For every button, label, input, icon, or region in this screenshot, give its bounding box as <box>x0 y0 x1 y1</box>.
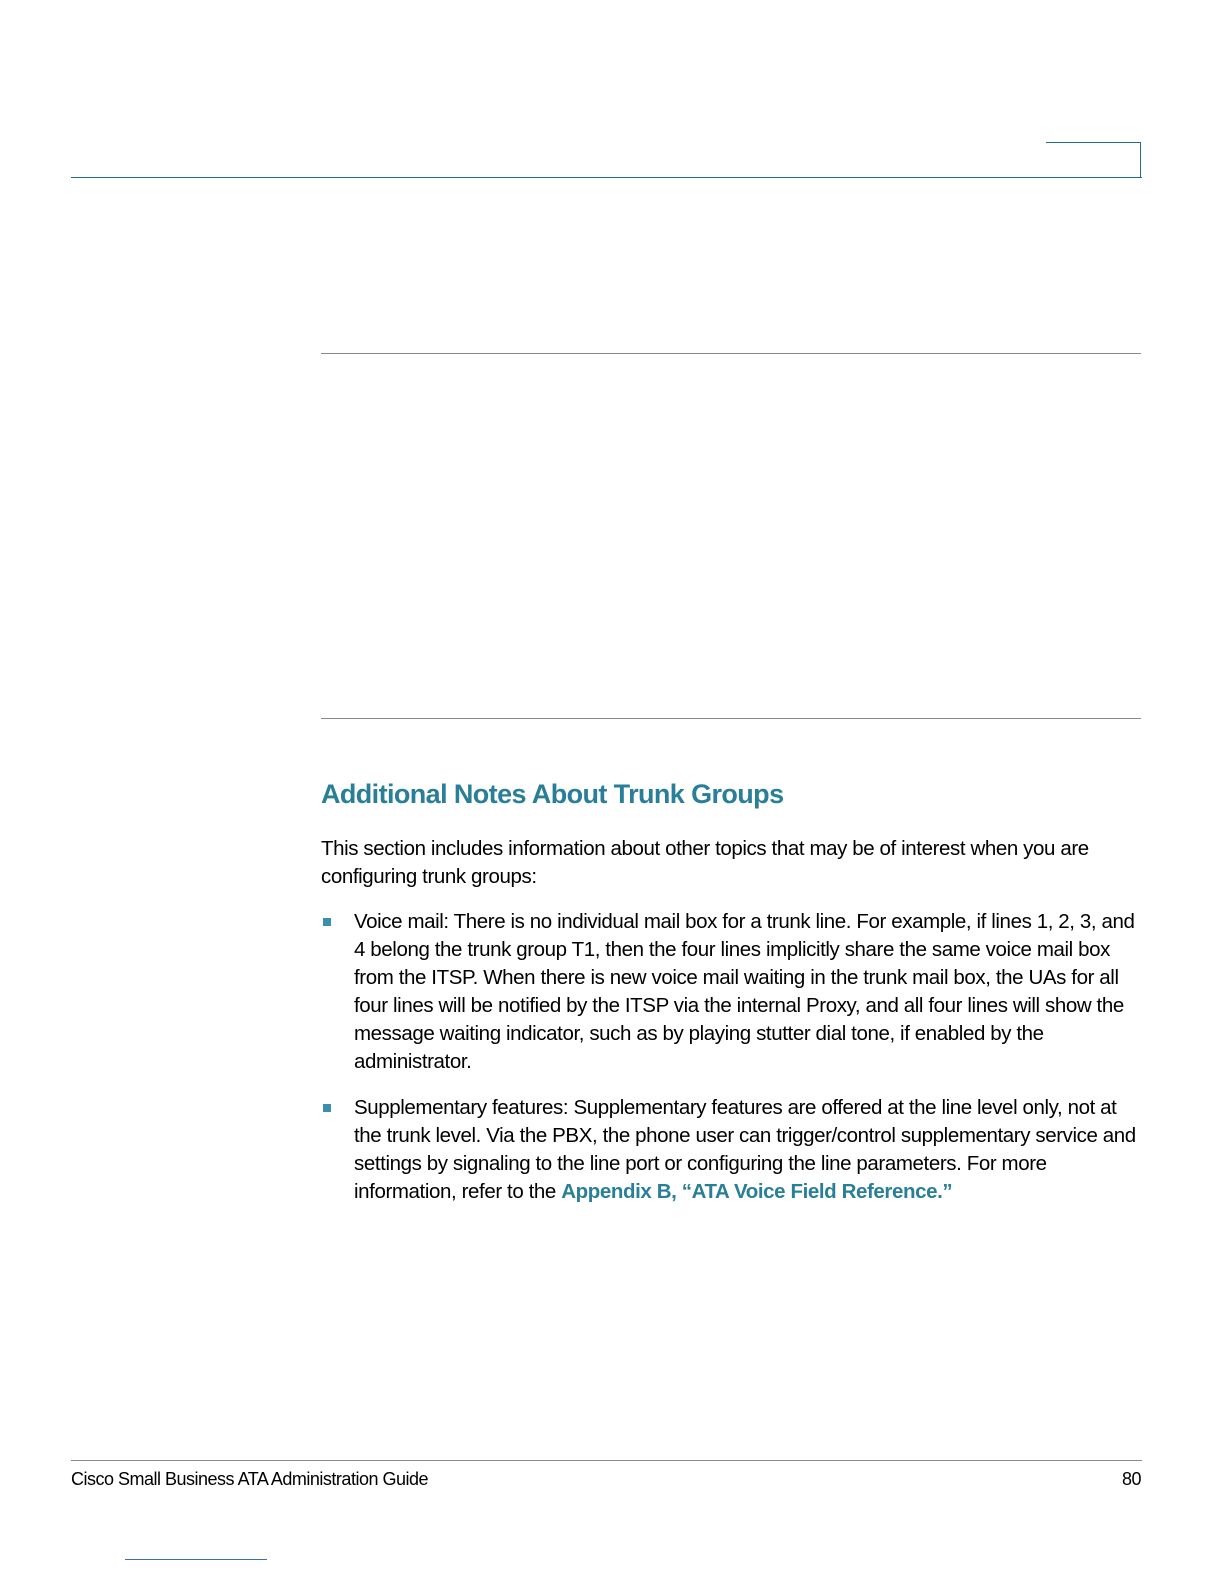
page-number: 80 <box>1121 1469 1141 1489</box>
section-intro: This section includes information about other topics that may be of interest when you are configuring trunk groups: <box>321 837 1089 888</box>
list-item <box>321 908 1141 1076</box>
chapter-tab-box <box>1046 142 1141 177</box>
bullet-text-voice-mail: Voice mail: There is no individual mail box for a trunk line. For example, if lines 1, 2, 3, and 4 belong the trunk group T1, then the four lines implicitly share the same voice mail box from the ITSP. When there is new voice mail waiting in the trunk mail box, the UAs for all four lines will be notified by the ITSP via the internal Proxy, and all four lines will show the message waiting indicator, such as by playing stutter dial tone, if enabled by the administrator. <box>354 910 1135 1073</box>
footer-guide-title: Cisco Small Business ATA Administration Guide <box>71 1469 428 1489</box>
divider-rule-top <box>321 353 1141 354</box>
divider-rule-bottom <box>321 718 1141 719</box>
bullet-list <box>321 908 1141 1224</box>
section-heading: Additional Notes About Trunk Groups <box>321 779 784 809</box>
square-bullet-icon <box>323 1104 331 1112</box>
list-item <box>321 1094 1141 1206</box>
footer-rule <box>71 1460 1142 1461</box>
bottom-link-underline <box>125 1559 267 1560</box>
header-rule <box>71 177 1142 178</box>
bullet-text-supplementary-features: Supplementary features: Supplementary features are offered at the line level only, not at the trunk level. Via the PBX, the phone user can trigger/control supplementary service and settings by signaling to the line port or configuring the line parameters. For more information, refer to the <box>354 1096 1136 1203</box>
square-bullet-icon <box>323 918 331 926</box>
appendix-b-link[interactable]: Appendix B, “ATA Voice Field Reference.” <box>561 1180 953 1203</box>
